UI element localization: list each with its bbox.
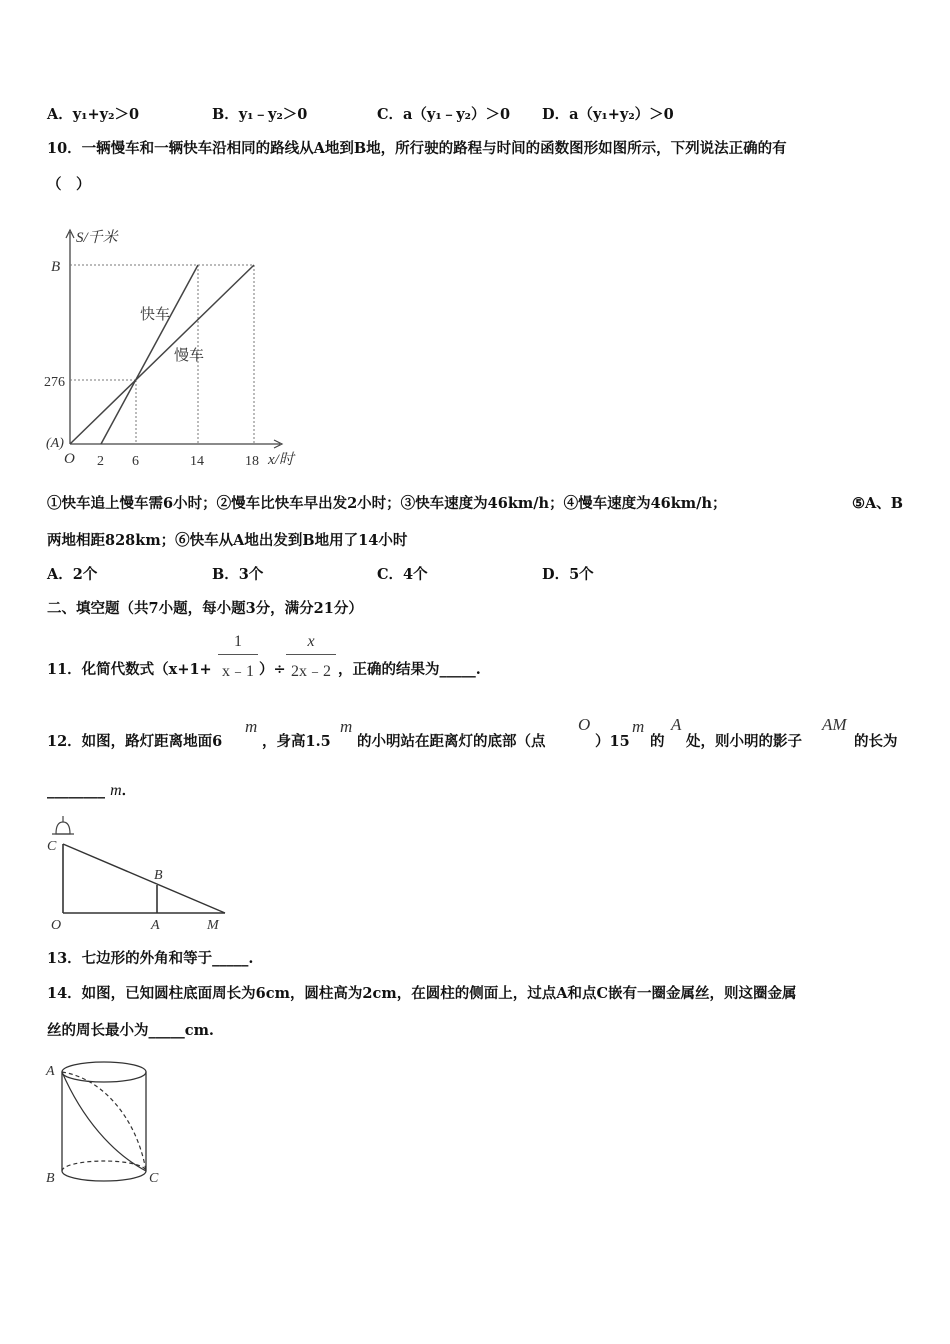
q11-frac1-num: 1 — [234, 633, 242, 650]
q10-statements-line1-right: ⑤A、B — [852, 495, 904, 512]
q12-segment-am: AM — [822, 715, 847, 734]
light-ray — [63, 844, 225, 913]
q11-fraction-1 — [218, 633, 258, 681]
q10-graph — [40, 222, 310, 474]
q10-statements-line1: ①快车追上慢车需6小时；②慢车比快车早出发2小时；③快车速度为46km/h；④慢车速度为46km/h； — [47, 495, 727, 512]
q12-part6: 处，则小明的影子 — [686, 733, 802, 750]
y-tick-b: B — [51, 259, 61, 275]
fraction-bar — [286, 654, 336, 655]
wire-front — [62, 1072, 146, 1171]
q12-unit-m3: m — [632, 717, 645, 736]
x-tick-18: 18 — [245, 454, 259, 469]
label-m: M — [207, 918, 219, 933]
q10-option-a: A．2个 — [47, 566, 98, 583]
q12-part3: 的小明站在距离灯的底部（点 — [357, 733, 546, 750]
label-c: C — [149, 1171, 159, 1186]
q12-answer-blank: ________ — [47, 782, 105, 799]
q11-mid: ）÷ — [259, 661, 286, 678]
q11-prefix: 11．化简代数式（x+1+ — [47, 661, 212, 678]
q14-line1: 14．如图，已知圆柱底面周长为6cm，圆柱高为2cm，在圆柱的侧面上，过点A和点C嵌有一圈金属丝，则这圈金属 — [47, 985, 797, 1002]
q14-figure — [42, 1058, 172, 1193]
q11-frac2-num: x — [307, 633, 315, 650]
q14-line2: 丝的周长最小为_____cm. — [47, 1022, 214, 1039]
lamp-icon — [56, 822, 70, 834]
q12-figure — [42, 812, 242, 937]
q11-frac2-den: 2x﹣2 — [290, 663, 331, 680]
label-b: B — [154, 868, 163, 883]
slow-car-label: 慢车 — [174, 348, 205, 364]
label-b: B — [46, 1171, 55, 1186]
q9-option-b: B．y₁﹣y₂＞0 — [212, 106, 308, 123]
q13: 13．七边形的外角和等于_____. — [47, 950, 254, 967]
q10-option-c: C．4个 — [377, 566, 428, 583]
label-a: A — [151, 918, 160, 933]
label-a: A — [46, 1064, 55, 1079]
q12-line2 — [47, 779, 136, 800]
origin-a: (A) — [46, 436, 64, 451]
cylinder-bottom-front — [62, 1171, 146, 1181]
label-o: O — [51, 918, 62, 933]
q10-statements-line2: 两地相距828km；⑥快车从A地出发到B地用了14小时 — [47, 532, 408, 549]
q10-stem-line2: （ ） — [47, 176, 91, 193]
q12-unit-m1: m — [245, 717, 258, 736]
q10-option-d: D．5个 — [542, 566, 594, 583]
wire-back — [62, 1072, 146, 1171]
q9-option-c: C．a（y₁﹣y₂）＞0 — [377, 106, 511, 123]
q12-line2-end: ． — [121, 782, 137, 799]
q12-point-a: A — [671, 715, 682, 734]
q10-option-b: B．3个 — [212, 566, 264, 583]
q12-part2: ，身高1.5 — [262, 733, 331, 750]
q12-part1: 12．如图，路灯距离地面6 — [47, 733, 223, 750]
q11-frac1-den: x﹣1 — [221, 663, 254, 680]
q12-point-o: O — [578, 715, 591, 734]
y-axis-label: S/千米 — [76, 230, 118, 246]
x-axis-label: x/时 — [268, 452, 294, 468]
cylinder-bottom-back — [62, 1161, 146, 1171]
x-tick-2: 2 — [97, 454, 104, 469]
q12-unit-m4: m — [110, 782, 122, 799]
q12-part4: ）15 — [595, 733, 630, 750]
fraction-bar — [218, 654, 258, 655]
y-tick-276: 276 — [44, 375, 65, 390]
q12-unit-m2: m — [340, 717, 353, 736]
label-c: C — [47, 839, 57, 854]
x-tick-6: 6 — [132, 454, 139, 469]
cylinder-top — [62, 1062, 146, 1082]
q11-suffix: ，正确的结果为_____. — [338, 661, 481, 678]
section2-title: 二、填空题（共7小题，每小题3分，满分21分） — [47, 600, 363, 617]
q9-option-d: D．a（y₁+y₂）＞0 — [542, 106, 674, 123]
q9-option-a: A．y₁+y₂＞0 — [47, 106, 140, 123]
q10-stem-line1: 10．一辆慢车和一辆快车沿相同的路线从A地到B地，所行驶的路程与时间的函数图形如图所示，下列说法正确的有 — [47, 140, 787, 157]
q9-options — [47, 103, 674, 124]
x-tick-14: 14 — [190, 454, 204, 469]
slow-car-line — [70, 265, 254, 444]
q12-part5: 的 — [650, 733, 665, 750]
q11-fraction-2 — [286, 633, 336, 681]
q12-part7: 的长为 — [854, 733, 898, 750]
q10-options — [47, 563, 594, 584]
origin-o: O — [64, 451, 75, 467]
fast-car-label: 快车 — [140, 307, 171, 323]
